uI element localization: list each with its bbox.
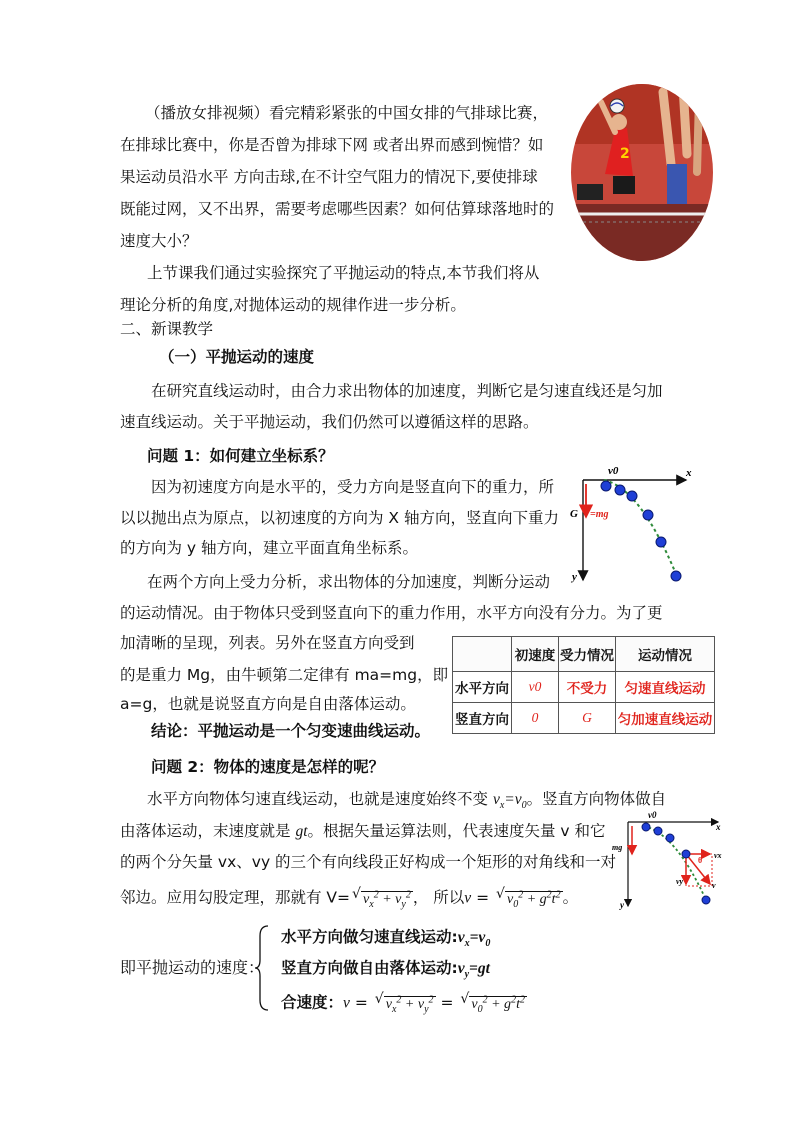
para3-line-3: 加清晰的呈现，列表。另外在竖直方向受到 — [120, 634, 415, 652]
volleyball-photo — [571, 84, 713, 261]
para1-line-1: 在研究直线运动时，由合力求出物体的加速度，判断它是匀速直线还是匀加 — [151, 382, 663, 400]
para2-line-2: 以以抛出点为原点，以初速度的方向为 X 轴方向，竖直向下重力 — [120, 509, 559, 527]
motion-table-header-init: 初速度 — [512, 637, 559, 672]
summary-row-2-label: 竖直方向做自由落体运动: — [281, 959, 458, 977]
para2-line-1: 因为初速度方向是水平的，受力方向是竖直向下的重力，所 — [151, 478, 555, 496]
row-label: 竖直方向 — [453, 703, 512, 734]
row-motion: 匀加速直线运动 — [616, 703, 715, 734]
row-force: G — [559, 703, 616, 734]
motion-table-header-motion: 运动情况 — [616, 637, 715, 672]
intro-line-7: 理论分析的角度,对抛体运动的规律作进一步分析。 — [120, 296, 466, 314]
row-label: 水平方向 — [453, 672, 512, 703]
motion-table-header-empty — [453, 637, 512, 672]
ball-3 — [666, 834, 674, 842]
g-eq-label: =mg — [590, 509, 609, 520]
para2-line-3: 的方向为 y 轴方向，建立平面直角坐标系。 — [120, 539, 419, 557]
section-title: 二、新课教学 — [120, 320, 214, 338]
intro-line-4: 既能过网，又不出界，需要考虑哪些因素？如何估算球落地时的 — [120, 200, 555, 218]
row-force: 不受力 — [559, 672, 616, 703]
sqrt-v0-gt: √ $v_0^2 + g^2t^2$ — [496, 886, 561, 910]
para4-line-1 — [147, 789, 666, 816]
ball-4 — [643, 510, 653, 520]
vx-equals-v0-summary: $v_x=v_0$ — [457, 929, 491, 950]
g-label: G — [570, 508, 578, 520]
para4-line-4-text-c: 。 — [562, 888, 579, 907]
para4-line-4-text-b: ， 所以 — [412, 888, 465, 907]
intro-line-5: 速度大小？ — [120, 232, 198, 250]
v-equals: v — [464, 889, 472, 907]
sqrt-v0-gt-summary: √ $v_0^2 + g^2t^2$ — [460, 991, 525, 1015]
para3-line-2: 的运动情况。由于物体只受到竖直向下的重力作用，水平方向没有分力。为了更 — [120, 604, 663, 622]
para4-line-4-text-a: 邻边。应用勾股定理，那就有 V= — [120, 888, 351, 907]
x-axis-label: x — [686, 467, 692, 479]
para4-line-2-text-b: 。根据矢量运算法则，代表速度矢量 v 和它 — [307, 822, 606, 840]
ball-1 — [642, 823, 650, 831]
intro-line-3: 果运动员沿水平 方向击球,在不计空气阻力的情况下,要使排球 — [120, 168, 538, 186]
summary-row-2 — [281, 958, 490, 985]
ball-5 — [656, 537, 666, 547]
summary-row-1-label: 水平方向做匀速直线运动: — [281, 928, 458, 946]
mg-label: mg — [612, 843, 623, 852]
intro-line-6: 上节课我们通过实验探究了平抛运动的特点,本节我们将从 — [147, 264, 540, 282]
ball-5 — [702, 896, 710, 904]
subsection-title: （一）平抛运动的速度 — [159, 348, 315, 366]
para4-line-1-text-a: 水平方向物体匀速直线运动，也就是速度始终不变 — [147, 790, 493, 808]
intro-line-1: （播放女排视频）看完精彩紧张的中国女排的气排球比赛， — [145, 104, 549, 122]
sqrt-vx-vy-summary: √ $v_x^2 + v_y^2$ — [374, 991, 434, 1015]
table-row — [453, 672, 715, 703]
ball-2 — [654, 827, 662, 835]
y-axis-label: y — [620, 900, 624, 910]
v-label: v — [712, 881, 716, 890]
sqrt-vx-vy: √ $v_x^2 + v_y^2$ — [352, 886, 411, 910]
ball-4 — [682, 850, 690, 858]
trajectory-path — [604, 480, 676, 574]
para3-line-4: 的是重力 Mg，由牛顿第二定律有 ma=mg，即 — [120, 666, 449, 684]
vx-label: vx — [714, 851, 722, 860]
para1-line-2: 速直线运动。关于平抛运动，我们仍然可以遵循这样的思路。 — [120, 413, 539, 431]
row-init: 0 — [512, 703, 559, 734]
para4-line-1-text-b: 。竖直方向物体做自 — [526, 790, 667, 808]
brace-icon — [254, 924, 270, 1012]
summary-row-3: 合速度：v = √ $v_x^2 + v_y^2$ = √ $v_0^2 + g^2t^2$ — [281, 990, 527, 1019]
v0-label: v0 — [608, 465, 619, 477]
para3-line-5: a=g，也就是说竖直方向是自由落体运动。 — [120, 695, 416, 713]
jersey-number: 2 — [620, 146, 630, 162]
vy-label: vy — [676, 877, 684, 886]
vx-equals-v0: $v_x=v_0$ — [492, 791, 527, 812]
gt-expression: gt — [295, 823, 308, 840]
para3-line-1: 在两个方向上受力分析，求出物体的分加速度，判断分运动 — [147, 573, 551, 591]
motion-table-header-force: 受力情况 — [559, 637, 616, 672]
question-2: 问题 2：物体的速度是怎样的呢？ — [151, 758, 385, 776]
trajectory-diagram-2 — [606, 808, 726, 912]
trajectory-diagram-1 — [560, 462, 700, 592]
motion-table — [452, 636, 715, 734]
table-row — [453, 703, 715, 734]
x-axis-label: x — [716, 822, 721, 832]
summary-row-1 — [281, 927, 490, 954]
summary-label: 即平抛运动的速度： — [120, 958, 265, 977]
ball-3 — [627, 491, 637, 501]
row-motion: 匀速直线运动 — [616, 672, 715, 703]
para4-line-2-text-a: 由落体运动，末速度就是 — [120, 822, 296, 840]
ball-2 — [615, 485, 625, 495]
para4-line-2 — [120, 821, 606, 842]
v-symbol: v — [343, 994, 350, 1012]
conclusion: 结论：平抛运动是一个匀变速曲线运动。 — [151, 722, 431, 740]
volleyball-photo-drawing — [571, 84, 713, 261]
intro-line-2: 在排球比赛中，你是否曾为排球下网 或者出界而感到惋惜？如 — [120, 136, 544, 154]
row-init: v0 — [512, 672, 559, 703]
question-1: 问题 1：如何建立坐标系？ — [147, 447, 334, 465]
trajectory-path — [644, 826, 706, 900]
summary-row-3-label: 合速度： — [281, 993, 344, 1012]
motion-table-header — [453, 637, 715, 672]
theta-label: θ — [698, 856, 703, 865]
para4-line-4: 邻边。应用勾股定理，那就有 V= √ $v_x^2 + v_y^2$ ， 所以v = √ $v_0^2 + g^2t^2$ 。 — [120, 885, 578, 914]
para4-line-3: 的两个分矢量 vx、vy 的三个有向线段正好构成一个矩形的对角线和一对 — [120, 853, 617, 871]
vy-equals-gt: $v_y=gt$ — [457, 960, 490, 981]
v0-label: v0 — [648, 810, 657, 820]
ball-1 — [601, 481, 611, 491]
y-axis-label: y — [572, 571, 577, 583]
ball-6 — [671, 571, 681, 581]
